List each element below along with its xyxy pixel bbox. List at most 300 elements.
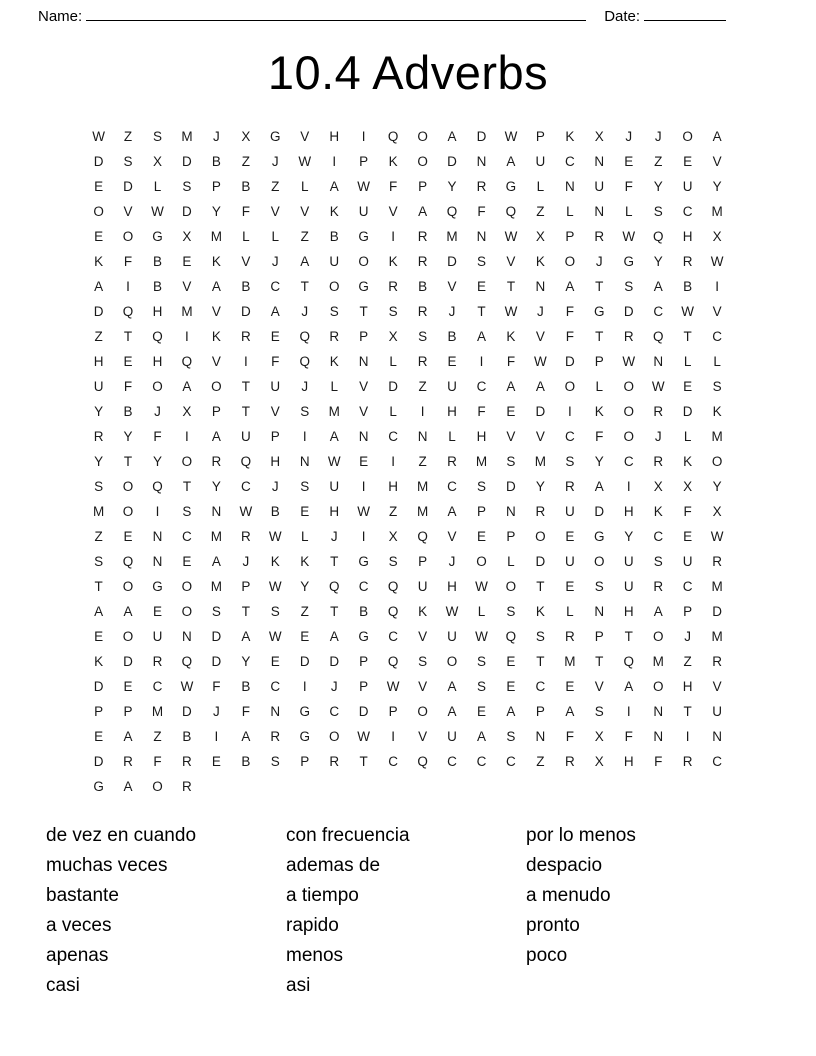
grid-letter: S (418, 653, 428, 669)
grid-letter: L (713, 353, 722, 369)
grid-letter: W (622, 228, 636, 244)
grid-letter: C (653, 528, 664, 544)
grid-letter: R (653, 578, 664, 594)
grid-letter: K (535, 253, 546, 269)
grid-letter: Z (94, 328, 103, 344)
grid-letter: C (329, 703, 340, 719)
grid-letter: A (211, 553, 222, 569)
grid-letter: Y (123, 428, 133, 444)
grid-letter: K (94, 253, 104, 269)
word-list-column (286, 821, 526, 1001)
grid-letter: J (537, 303, 545, 319)
grid-letter: V (211, 303, 222, 319)
grid-letter: S (506, 603, 516, 619)
grid-letter: A (506, 378, 516, 394)
grid-letter: A (447, 703, 457, 719)
grid-letter: V (359, 378, 369, 394)
grid-letter: A (94, 603, 104, 619)
grid-letter: V (300, 203, 310, 219)
grid-letter: H (152, 353, 163, 369)
grid-letter: E (565, 578, 575, 594)
page-title: 10.4 Adverbs (267, 46, 549, 99)
grid-letter: D (564, 353, 576, 369)
grid-letter: C (152, 678, 163, 694)
grid-letter: C (270, 278, 281, 294)
grid-letter: A (653, 603, 663, 619)
grid-letter: S (182, 178, 192, 194)
grid-letter: S (476, 478, 487, 494)
grid-letter: S (152, 128, 163, 144)
grid-letter: M (210, 228, 223, 244)
grid-letter: O (417, 703, 429, 719)
grid-letter: L (389, 353, 398, 369)
grid-letter: S (94, 553, 104, 569)
grid-letter: R (93, 428, 104, 444)
grid-letter: J (654, 428, 662, 444)
grid-letter: P (535, 703, 546, 719)
grid-letter: V (418, 628, 428, 644)
grid-letter: M (151, 703, 164, 719)
grid-letter: L (153, 178, 162, 194)
grid-letter: S (476, 653, 487, 669)
grid-letter: I (420, 403, 425, 419)
grid-letter: D (506, 478, 517, 494)
grid-letter: O (505, 578, 517, 594)
grid-letter: X (152, 153, 163, 169)
grid-letter: R (653, 453, 664, 469)
grid-letter: R (182, 753, 193, 769)
grid-letter: W (327, 453, 341, 469)
grid-letter: T (536, 578, 545, 594)
grid-letter: Q (446, 203, 458, 219)
grid-letter: Z (94, 528, 103, 544)
grid-letter: R (182, 778, 193, 794)
grid-letter: E (94, 628, 104, 644)
grid-letter: T (241, 603, 251, 619)
grid-letter: Q (417, 528, 429, 544)
grid-letter: M (711, 578, 724, 594)
grid-letter: M (534, 453, 547, 469)
grid-letter: O (93, 203, 105, 219)
grid-letter: W (357, 728, 371, 744)
grid-letter: L (300, 178, 309, 194)
grid-letter: O (181, 603, 193, 619)
grid-letter: I (185, 328, 190, 344)
grid-letter: D (329, 653, 340, 669)
grid-letter: C (358, 578, 369, 594)
grid-letter: W (239, 503, 253, 519)
grid-letter: X (594, 728, 605, 744)
grid-letter: Y (653, 178, 663, 194)
grid-letter: G (358, 278, 370, 294)
grid-letter: T (506, 278, 516, 294)
grid-letter: M (181, 303, 193, 319)
grid-letter: C (535, 678, 546, 694)
grid-letter: P (211, 403, 222, 419)
grid-letter: P (359, 328, 369, 344)
grid-letter: L (566, 203, 574, 219)
grid-letter: D (93, 678, 104, 694)
grid-letter: A (94, 278, 104, 294)
grid-letter: C (447, 753, 458, 769)
grid-letter: K (388, 253, 398, 269)
grid-letter: A (300, 253, 310, 269)
grid-letter: U (682, 178, 693, 194)
grid-letter: J (684, 628, 692, 644)
grid-letter: R (564, 753, 576, 769)
grid-letter: R (623, 328, 634, 344)
grid-letter: E (683, 378, 693, 394)
grid-letter: A (594, 478, 605, 494)
word-list-item: despacio (526, 854, 603, 876)
grid-letter: W (681, 303, 695, 319)
grid-letter: O (152, 378, 164, 394)
grid-letter: O (711, 453, 723, 469)
grid-letter: W (622, 353, 636, 369)
grid-letter: B (241, 178, 251, 194)
word-list-item: muchas veces (46, 854, 168, 876)
grid-letter: J (242, 553, 250, 569)
grid-letter: H (93, 353, 104, 369)
grid-letter: V (506, 428, 516, 444)
word-list-item: a veces (46, 914, 112, 936)
grid-letter: E (123, 353, 133, 369)
grid-letter: W (504, 128, 518, 144)
grid-letter: K (211, 328, 222, 344)
grid-letter: W (475, 628, 489, 644)
grid-letter: E (359, 453, 369, 469)
word-list-item: ademas de (286, 854, 381, 876)
grid-letter: I (361, 478, 366, 494)
grid-letter: D (123, 178, 134, 194)
word-list-item: por lo menos (526, 824, 636, 846)
grid-letter: P (594, 628, 605, 644)
grid-letter: N (594, 603, 605, 619)
grid-letter: R (329, 328, 340, 344)
grid-letter: E (270, 653, 281, 669)
grid-letter: O (122, 478, 134, 494)
grid-letter: A (447, 128, 457, 144)
word-list-item: apenas (46, 944, 109, 966)
grid-letter: Y (211, 478, 222, 494)
grid-letter: R (564, 628, 576, 644)
grid-letter: K (683, 453, 693, 469)
grid-letter: F (654, 753, 663, 769)
grid-letter: S (270, 753, 281, 769)
grid-letter: R (211, 453, 222, 469)
grid-letter: J (595, 253, 603, 269)
grid-letter: V (712, 153, 722, 169)
grid-letter: B (241, 678, 251, 694)
grid-letter: E (94, 228, 104, 244)
grid-letter: Q (240, 453, 252, 469)
grid-letter: E (447, 353, 457, 369)
grid-letter: E (476, 278, 487, 294)
grid-letter: N (535, 278, 546, 294)
grid-letter: I (332, 153, 337, 169)
grid-letter: W (180, 678, 194, 694)
grid-letter: Z (536, 203, 545, 219)
grid-letter: J (625, 128, 633, 144)
grid-letter: A (123, 603, 133, 619)
grid-letter: Q (652, 228, 664, 244)
grid-letter: J (301, 303, 309, 319)
word-list-item: pronto (526, 914, 580, 936)
grid-letter: Z (388, 503, 398, 519)
grid-letter: D (447, 253, 458, 269)
grid-letter: A (506, 703, 516, 719)
grid-letter: V (418, 728, 428, 744)
grid-letter: P (359, 153, 369, 169)
grid-letter: T (123, 328, 133, 344)
grid-letter: Q (623, 653, 635, 669)
grid-letter: I (361, 528, 366, 544)
grid-letter: D (623, 303, 634, 319)
grid-letter: C (712, 753, 723, 769)
word-search-grid (84, 129, 732, 795)
grid-letter: X (241, 128, 251, 144)
grid-letter: C (270, 678, 281, 694)
grid-letter: J (213, 128, 221, 144)
grid-letter: V (270, 203, 281, 219)
grid-letter: S (182, 503, 192, 519)
grid-letter: O (652, 628, 664, 644)
grid-letter: Q (122, 553, 134, 569)
grid-letter: H (623, 753, 634, 769)
grid-letter: R (712, 653, 723, 669)
grid-letter: F (123, 378, 133, 394)
grid-letter: S (388, 303, 398, 319)
grid-letter: R (682, 753, 693, 769)
grid-letter: R (123, 753, 134, 769)
grid-letter: B (447, 328, 457, 344)
grid-letter: Q (181, 353, 193, 369)
grid-letter: F (565, 728, 575, 744)
grid-letter: B (152, 278, 163, 294)
word-list-item: a tiempo (286, 884, 359, 906)
grid-letter: W (710, 253, 724, 269)
grid-letter: Z (418, 453, 427, 469)
grid-letter: Q (505, 628, 517, 644)
grid-letter: I (685, 728, 690, 744)
grid-letter: W (268, 628, 282, 644)
grid-letter: L (595, 378, 604, 394)
grid-letter: D (299, 653, 310, 669)
grid-letter: E (476, 703, 487, 719)
grid-letter: S (123, 153, 133, 169)
word-list-item: asi (286, 974, 311, 996)
grid-letter: X (712, 503, 722, 519)
grid-letter: X (712, 228, 722, 244)
grid-letter: G (152, 578, 164, 594)
grid-letter: G (93, 778, 105, 794)
grid-letter: R (653, 403, 664, 419)
grid-letter: U (417, 578, 428, 594)
grid-letter: Y (653, 253, 663, 269)
grid-letter: M (210, 528, 223, 544)
word-list-item: de vez en cuando (46, 824, 197, 846)
grid-letter: P (270, 428, 281, 444)
grid-letter: D (211, 653, 222, 669)
grid-letter: Y (94, 403, 104, 419)
grid-letter: V (447, 278, 457, 294)
grid-letter: O (122, 628, 134, 644)
grid-letter: C (388, 753, 399, 769)
word-list-item: con frecuencia (286, 824, 410, 846)
grid-letter: U (682, 553, 693, 569)
grid-letter: O (623, 378, 635, 394)
grid-letter: B (123, 403, 133, 419)
grid-letter: L (330, 378, 339, 394)
grid-letter: J (271, 253, 279, 269)
grid-letter: Q (299, 353, 311, 369)
grid-letter: E (506, 403, 516, 419)
grid-letter: O (623, 428, 635, 444)
grid-letter: I (715, 278, 720, 294)
grid-letter: U (447, 378, 458, 394)
grid-letter: C (712, 328, 723, 344)
grid-letter: I (302, 428, 307, 444)
grid-letter: N (152, 553, 163, 569)
grid-letter: E (182, 553, 192, 569)
grid-letter: X (182, 403, 192, 419)
grid-letter: M (92, 503, 105, 519)
grid-letter: V (123, 203, 133, 219)
grid-letter: S (594, 578, 605, 594)
grid-letter: F (153, 753, 162, 769)
grid-letter: D (535, 553, 546, 569)
grid-letter: J (448, 553, 456, 569)
grid-letter: W (651, 378, 665, 394)
grid-letter: O (328, 278, 340, 294)
grid-letter: D (93, 153, 104, 169)
grid-letter: H (329, 128, 340, 144)
grid-letter: T (624, 628, 634, 644)
grid-letter: H (447, 578, 458, 594)
word-list-column (526, 821, 766, 1001)
grid-letter: K (712, 403, 722, 419)
grid-letter: D (123, 653, 134, 669)
grid-letter: P (683, 603, 693, 619)
grid-letter: C (388, 628, 399, 644)
grid-letter: Y (94, 453, 104, 469)
grid-letter: C (564, 153, 576, 169)
grid-letter: I (126, 278, 131, 294)
grid-letter: A (535, 378, 546, 394)
grid-letter: L (389, 403, 398, 419)
grid-letter: E (94, 178, 104, 194)
grid-letter: D (388, 378, 399, 394)
grid-letter: F (565, 328, 575, 344)
grid-letter: Q (387, 578, 399, 594)
grid-letter: K (594, 403, 605, 419)
grid-letter: V (211, 353, 222, 369)
grid-letter: P (211, 178, 222, 194)
grid-letter: F (271, 353, 280, 369)
grid-letter: L (271, 228, 280, 244)
grid-letter: V (535, 328, 546, 344)
grid-letter: V (506, 253, 516, 269)
grid-letter: N (358, 353, 369, 369)
grid-letter: P (123, 703, 133, 719)
grid-letter: W (298, 153, 312, 169)
grid-letter: N (152, 528, 163, 544)
grid-letter: W (475, 578, 489, 594)
grid-letter: P (94, 703, 104, 719)
grid-letter: D (358, 703, 369, 719)
grid-letter: V (535, 428, 546, 444)
grid-letter: F (506, 353, 516, 369)
grid-letter: T (359, 303, 369, 319)
grid-letter: A (653, 278, 663, 294)
grid-letter: F (212, 678, 221, 694)
grid-letter: O (535, 528, 546, 544)
grid-letter: X (594, 128, 605, 144)
grid-letter: X (653, 478, 663, 494)
grid-letter: N (653, 353, 664, 369)
grid-letter: G (623, 253, 635, 269)
grid-letter: K (94, 653, 104, 669)
grid-letter: E (683, 528, 693, 544)
grid-letter: F (624, 728, 634, 744)
grid-letter: V (712, 303, 722, 319)
grid-letter: C (476, 753, 487, 769)
grid-letter: Q (652, 328, 664, 344)
grid-letter: N (653, 728, 664, 744)
date-blank-line (644, 8, 726, 21)
grid-letter: B (241, 753, 251, 769)
grid-letter: O (623, 403, 635, 419)
grid-letter: C (623, 453, 634, 469)
grid-letter: E (94, 728, 104, 744)
grid-letter: Z (271, 178, 280, 194)
grid-letter: A (123, 728, 133, 744)
grid-letter: T (94, 578, 103, 594)
name-label: Name: (38, 8, 83, 25)
word-list-item: poco (526, 944, 568, 966)
grid-letter: U (329, 478, 340, 494)
grid-letter: U (623, 578, 634, 594)
grid-letter: L (683, 353, 692, 369)
grid-letter: Q (387, 603, 399, 619)
grid-letter: V (418, 678, 428, 694)
grid-letter: C (682, 203, 693, 219)
grid-letter: O (594, 553, 605, 569)
grid-letter: H (329, 503, 340, 519)
grid-letter: L (448, 428, 457, 444)
grid-letter: G (594, 303, 605, 319)
grid-letter: H (388, 478, 399, 494)
grid-letter: Y (712, 178, 722, 194)
grid-letter: T (359, 753, 369, 769)
grid-letter: L (566, 603, 574, 619)
grid-letter: U (535, 153, 546, 169)
grid-letter: U (447, 728, 458, 744)
grid-letter: A (476, 328, 487, 344)
grid-letter: D (182, 703, 193, 719)
grid-letter: B (270, 503, 281, 519)
grid-letter: R (447, 453, 458, 469)
grid-letter: Q (122, 303, 134, 319)
grid-letter: I (185, 428, 190, 444)
grid-letter: W (710, 528, 724, 544)
grid-letter: K (329, 203, 339, 219)
grid-letter: C (182, 528, 193, 544)
grid-letter: P (565, 228, 575, 244)
grid-letter: E (506, 653, 516, 669)
grid-letter: O (211, 378, 222, 394)
grid-letter: G (299, 703, 311, 719)
